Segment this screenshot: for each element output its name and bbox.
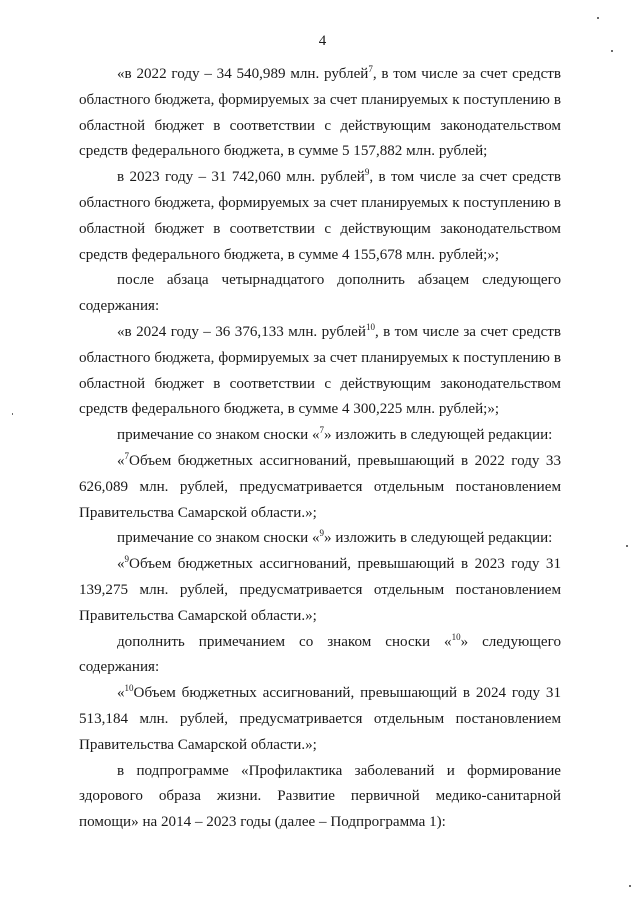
paragraph-text: «в 2024 году – 36 376,133 млн. рублей [117,323,366,340]
paragraph-text: примечание со знаком сноски « [117,427,320,444]
scan-speck [629,885,631,887]
scan-speck [597,17,599,19]
paragraph-text: « [117,556,125,573]
footnote-marker: 7 [368,63,373,74]
paragraph-text: Объем бюджетных ассигнований, превышающий в 2022 году 33 626,089 млн. рублей, предусматривается отдельным постановлением Правительства Самарской области.»; [79,452,561,521]
footnote-marker: 10 [451,631,461,642]
scan-speck [12,413,13,415]
paragraph-text: « [117,685,125,702]
paragraph [79,268,561,320]
document-body [79,62,561,836]
paragraph-text: после абзаца четырнадцатого дополнить абзацем следующего содержания: [79,272,561,315]
paragraph [79,62,561,165]
paragraph-text: дополнить примечанием со знаком сноски « [117,633,452,650]
paragraph-text: » изложить в следующей редакции: [324,427,553,444]
paragraph-text: в подпрограмме «Профилактика заболеваний и формирование здорового образа жизни. Развитие первичной медико-санитарной помощи» на 2014 – 2023 годы (далее – Подпрограмма 1): [79,762,561,831]
footnote-marker: 7 [319,425,325,436]
footnote-marker: 10 [365,321,375,332]
paragraph-text: , в том числе за счет средств областного бюджета, формируемых за счет планируемых к поступлению в областной бюджет в соответствии с действующим законодательством средств федерального бюджета, в сумме 4 300,225 млн. рублей;»; [79,323,561,418]
paragraph-text: в 2023 году – 31 742,060 млн. рублей [117,169,365,186]
paragraph-text: « [117,452,125,469]
paragraph-text: примечание со знаком сноски « [117,530,320,547]
footnote-marker: 10 [124,683,134,694]
page-number: 4 [318,33,327,49]
paragraph [79,630,561,682]
scan-speck [611,50,613,52]
paragraph-text: , в том числе за счет средств областного бюджета, формируемых за счет планируемых к поступлению в областной бюджет в соответствии с действующим законодательством средств федерального бюджета, в сумме 5 157,882 млн. рублей; [79,66,561,160]
paragraph [79,759,561,836]
paragraph [79,320,561,423]
paragraph [79,552,561,629]
paragraph-text: Объем бюджетных ассигнований, превышающий в 2024 году 31 513,184 млн. рублей, предусматривается отдельным постановлением Правительства Самарской области.»; [79,685,561,753]
footnote-marker: 9 [364,167,370,178]
paragraph [79,165,561,268]
footnote-marker: 7 [124,450,130,461]
paragraph-text: » следующего содержания: [79,633,561,676]
paragraph [79,681,561,758]
paragraph-text: «в 2022 году – 34 540,989 млн. рублей [117,66,369,82]
paragraph-text: , в том числе за счет средств областного бюджета, формируемых за счет планируемых к поступлению в областной бюджет в соответствии с действующим законодательством средств федерального бюджета, в сумме 4 155,678 млн. рублей;»; [79,169,561,263]
paragraph [79,423,561,449]
scan-speck [626,545,628,547]
footnote-marker: 9 [319,528,325,539]
paragraph-text: Объем бюджетных ассигнований, превышающий в 2023 году 31 139,275 млн. рублей, предусматривается отдельным постановлением Правительства Самарской области.»; [79,556,561,624]
paragraph [79,526,561,552]
paragraph [79,449,561,526]
paragraph-text: » изложить в следующей редакции: [324,530,553,547]
footnote-marker: 9 [124,554,130,565]
